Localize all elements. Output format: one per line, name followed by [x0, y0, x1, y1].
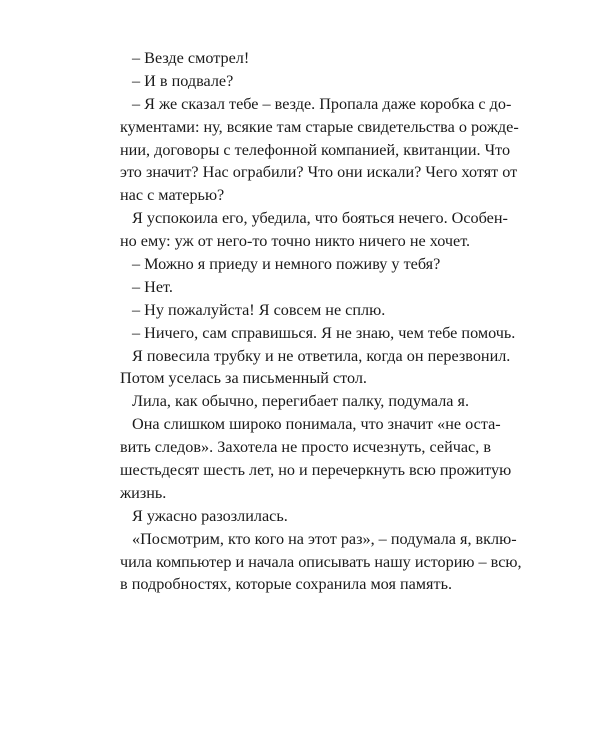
text-line: – Ну пожалуйста! Я совсем не сплю.: [132, 300, 386, 319]
text-line: – Ничего, сам справишься. Я не знаю, чем тебе помочь.: [132, 323, 516, 342]
text-line: – Я же сказал тебе – везде. Пропала даже коробка с до-: [132, 94, 512, 113]
text-line: Я ужасно разозлилась.: [132, 506, 288, 525]
text-line: чила компьютер и начала описывать нашу историю – всю,: [120, 552, 522, 571]
text-line: – Нет.: [132, 277, 173, 296]
text-line: «Посмотрим, кто кого на этот раз», – подумала я, вклю-: [132, 529, 517, 548]
text-line: кументами: ну, всякие там старые свидетельства о рожде-: [120, 117, 519, 136]
text-line: это значит? Нас ограбили? Что они искали? Чего хотят от: [120, 163, 518, 182]
text-line: но ему: уж от него-то точно никто ничего не хочет.: [120, 232, 471, 251]
body-text: [120, 47, 522, 596]
text-line: Я успокоила его, убедила, что бояться нечего. Особен-: [132, 209, 508, 228]
text-line: Она слишком широко понимала, что значит «не оста-: [132, 415, 501, 434]
text-line: вить следов». Захотела не просто исчезнуть, сейчас, в: [120, 438, 491, 457]
text-line: – Везде смотрел!: [132, 49, 250, 67]
text-line: нас с матерью?: [120, 186, 225, 205]
text-line: жизнь.: [120, 483, 167, 502]
text-line: в подробностях, которые сохранила моя память.: [120, 575, 453, 594]
text-line: Лила, как обычно, перегибает палку, подумала я.: [132, 392, 470, 411]
text-line: шестьдесят шесть лет, но и перечеркнуть всю прожитую: [120, 461, 512, 480]
text-line: – Можно я приеду и немного поживу у тебя?: [132, 255, 441, 274]
text-line: нии, договоры с телефонной компанией, квитанции. Что: [120, 140, 511, 159]
text-line: Потом уселась за письменный стол.: [120, 369, 367, 388]
text-line: – И в подвале?: [132, 71, 234, 90]
text-line: Я повесила трубку и не ответила, когда он перезвонил.: [132, 346, 511, 365]
